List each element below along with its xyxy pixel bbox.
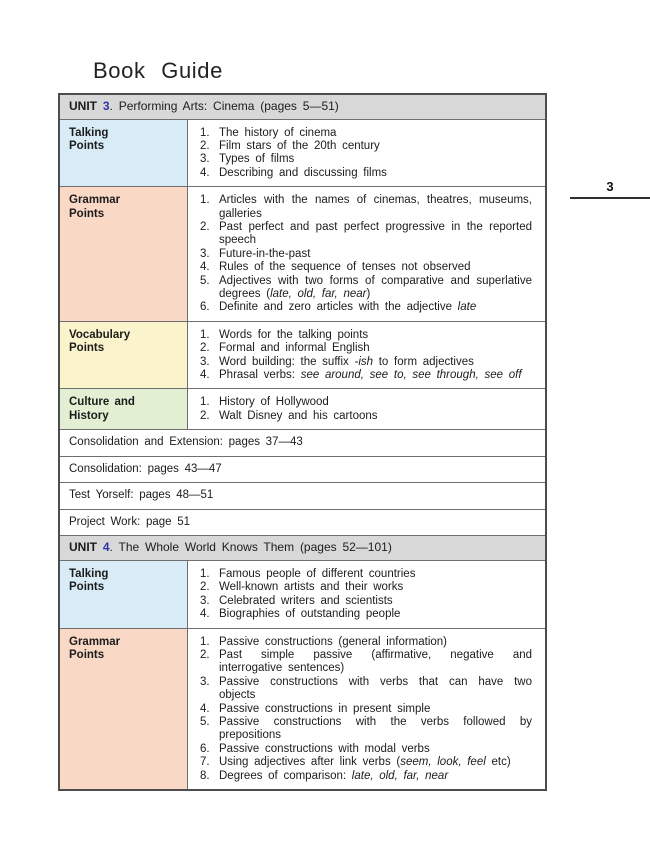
item-text: see around, see to, see through, see off [300,369,522,381]
item-number: 2. [200,648,210,661]
item-text: Future-in-the-past [219,247,311,260]
full-row-text: Consolidation and Extension: pages 37—43 [69,436,303,449]
item-text: seem, look, feel [400,756,486,769]
item-text: Describing and discussing films [219,166,387,179]
unit-title-text: . Performing Arts: Cinema (pages 5—51) [109,99,339,113]
item-number: 3. [200,355,210,368]
item-text: to form adjectives [373,355,474,368]
item-text: Adjectives with two forms of comparative and superlative degrees ( [219,274,532,300]
grammar-points-unit4 [60,628,545,789]
row-label [60,322,188,389]
item-text: Phrasal verbs: [219,369,301,381]
item-text: Types of films [219,153,295,166]
row-label-line: Points [69,342,105,355]
list-item [200,770,532,783]
list-item [200,127,532,140]
list-item [200,153,532,166]
row-label-line: Points [69,140,105,152]
item-text: Passive constructions (general information) [219,635,448,648]
item-text: The history of cinema [219,126,337,139]
item-number: 3. [200,247,210,260]
list-item [200,410,532,423]
item-text: Formal and informal English [219,342,370,355]
item-number: 4. [200,261,210,274]
list-item [200,167,532,180]
list-item [200,140,532,153]
unit-label: UNIT [69,99,103,113]
item-number: 2. [200,342,210,355]
item-number: 1. [200,635,210,648]
item-number: 1. [200,567,210,580]
list-item [200,369,532,382]
item-number: 8. [200,769,210,782]
content-cell [188,322,545,389]
row-label-line: Points [69,649,105,662]
list-item [200,595,532,608]
talking-points-unit4 [60,560,545,628]
list-item [200,261,532,274]
list-item [200,568,532,581]
list-item [200,756,532,769]
row-label-line: Vocabulary [69,328,131,341]
item-number: 3. [200,594,210,607]
list-item [200,301,532,314]
unit-header-row [60,95,545,119]
list-item [200,342,532,355]
test-yourself-row [60,482,545,509]
list-item [200,703,532,716]
talking-points-unit3 [60,119,545,187]
item-text: Famous people of different countries [219,567,416,580]
consolidation-extension-row [60,429,545,456]
row-label [60,120,188,187]
item-text: Rules of the sequence of tenses not observed [219,261,471,274]
item-number: 6. [200,301,210,314]
row-label-line: Talking [69,567,109,580]
unit-number: 3 [102,99,110,113]
item-text: Using adjectives after link verbs ( [219,756,401,769]
item-number: 1. [200,126,210,139]
full-row-text: Test Yorself: pages 48—51 [69,489,214,502]
page-title: Book Guide [93,58,223,83]
item-text: etc) [485,756,511,769]
row-label [60,187,188,321]
item-text: Past perfect and past perfect progressive in the reported speech [219,220,532,247]
item-number: 2. [200,581,210,594]
row-label [60,389,188,429]
content-cell [188,629,545,789]
list-item [200,356,532,369]
item-number: 7. [200,756,210,769]
item-text: Passive constructions with modal verbs [219,742,430,755]
row-label-line: Grammar [69,635,121,648]
row-label [60,629,188,789]
item-number: 4. [200,166,210,179]
item-number: 1. [200,328,210,341]
item-text: -ish [354,355,374,368]
item-number: 4. [200,608,210,621]
book-guide-table [58,93,547,791]
list-item [200,743,532,756]
item-text: Film stars of the 20th century [219,139,380,152]
list-item [200,221,532,248]
content-cell [188,120,545,187]
item-text: Biographies of outstanding people [219,608,401,621]
item-text: Passive constructions with the verbs followed by prepositions [219,715,532,742]
row-label [60,561,188,628]
row-label-line: History [69,409,109,422]
list-item [200,248,532,261]
row-label-line: Points [69,207,105,220]
item-text: Articles with the names of cinemas, theatres, museums, galleries [219,194,532,220]
consolidation-row [60,456,545,483]
full-row-text: Consolidation: pages 43—47 [69,462,222,475]
vocabulary-points-unit3 [60,321,545,389]
item-text: Degrees of comparison: [219,769,352,782]
item-text: Well-known artists and their works [219,581,404,594]
list-item [200,649,532,676]
row-label-line: Talking [69,126,109,139]
item-number: 2. [200,139,210,152]
item-text: Walt Disney and his cartoons [219,409,378,422]
list-item [200,275,532,302]
project-work-row [60,509,545,536]
unit-title-text: . The Whole World Knows Them (pages 52—101) [109,540,392,555]
item-number: 3. [200,675,210,688]
item-text: Definite and zero articles with the adjective [219,301,458,314]
item-number: 1. [200,396,210,409]
list-item [200,194,532,221]
content-cell [188,187,545,321]
item-text: late, old, far, near [351,769,449,782]
page-number: 3 [606,179,614,194]
item-text: Passive constructions with verbs that can have two objects [219,675,532,702]
list-item [200,396,532,409]
item-text: late, old, far, near [270,287,367,300]
item-number: 3. [200,153,210,166]
item-text: Passive constructions in present simple [219,702,431,715]
page-number-rule [570,197,650,199]
item-text: Celebrated writers and scientists [219,594,393,607]
row-label-line: Culture and [69,396,135,409]
list-item [200,716,532,743]
list-item [200,608,532,621]
item-text: ) [366,287,371,300]
item-number: 1. [200,194,210,207]
item-number: 4. [200,369,210,381]
item-text: Past simple passive (affirmative, negative and interrogative sentences) [219,648,532,675]
unit-label: UNIT [69,540,103,555]
item-number: 2. [200,409,210,422]
item-number: 2. [200,220,210,233]
unit-number: 4 [102,540,110,555]
row-label-line: Points [69,581,105,594]
item-text: History of Hollywood [219,396,329,409]
item-number: 5. [200,274,210,287]
grammar-points-unit3 [60,186,545,321]
item-text: late [457,301,477,314]
list-item [200,581,532,594]
culture-history-unit3 [60,388,545,429]
list-item [200,676,532,703]
content-cell [188,561,545,628]
row-label-line: Grammar [69,194,121,207]
item-number: 6. [200,742,210,755]
list-item [200,636,532,649]
item-text: Words for the talking points [219,328,369,341]
item-number: 5. [200,715,210,728]
list-item [200,329,532,342]
unit-header-row [60,535,545,560]
content-cell [188,389,545,429]
item-text: Word building: the suffix [219,355,355,368]
full-row-text: Project Work: page 51 [69,515,191,528]
margin-page-number-block [570,179,650,199]
item-number: 4. [200,702,210,715]
